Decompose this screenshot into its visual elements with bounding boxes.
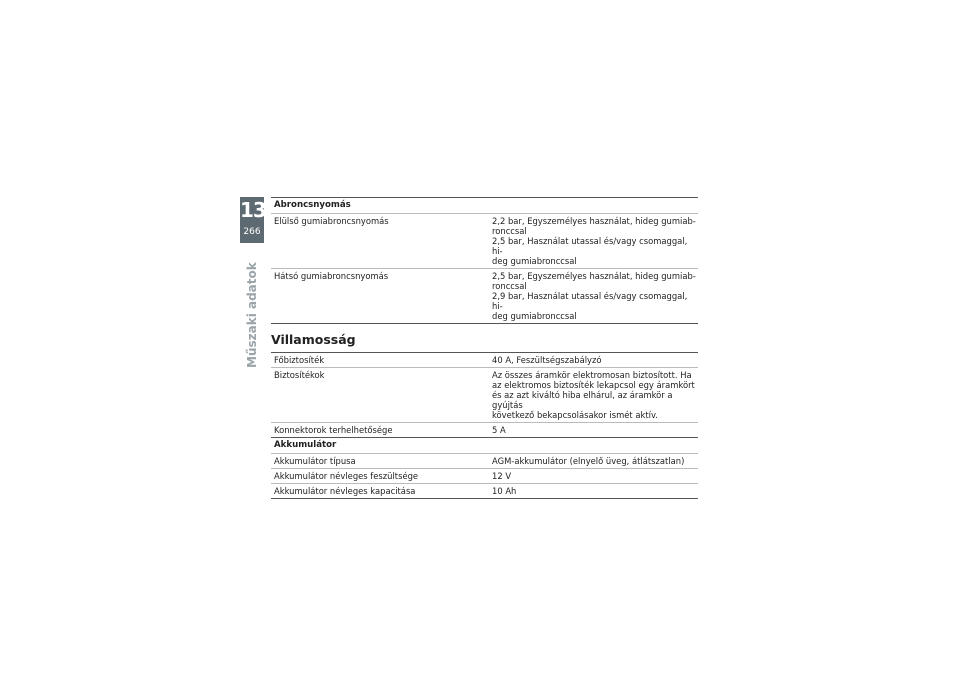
row-label: Akkumulátor névleges kapacitása (274, 486, 416, 496)
row-value (492, 484, 698, 498)
value-line: deg gumiabronccsal (492, 256, 577, 266)
row-label: Akkumulátor névleges feszültsége (274, 471, 419, 481)
value-line: 12 V (492, 471, 512, 481)
row-value (492, 454, 698, 468)
value-line: AGM-akkumulátor (elnyelő üveg, átlátszatlan) (492, 456, 685, 466)
table-row (271, 423, 698, 437)
table-row (271, 214, 698, 268)
chapter-number: 13 (240, 198, 266, 222)
table-row (271, 368, 698, 422)
value-line: következő bekapcsolásakor ismét aktív. (492, 410, 658, 420)
row-value (492, 423, 698, 437)
divider (271, 498, 698, 499)
divider (271, 323, 698, 324)
value-line: és az azt kiváltó hiba elhárul, az áramkör a gyújtás (492, 390, 673, 410)
value-line: 2,5 bar, Használat utassal és/vagy csomaggal, hi- (492, 236, 688, 256)
value-line: az elektromos biztosíték lekapcsol egy áramkört (492, 380, 695, 390)
table-row (271, 269, 698, 323)
value-line: 2,5 bar, Egyszemélyes használat, hideg gumiab- (492, 271, 696, 281)
table-row (271, 484, 698, 498)
section-title-vertical: Műszaki adatok (245, 262, 259, 368)
row-label: Konnektorok terhelhetősége (274, 425, 393, 435)
row-value (492, 214, 698, 268)
value-line: 5 A (492, 425, 506, 435)
table-row (271, 353, 698, 367)
tire-pressure-heading: Abroncsnyomás (274, 200, 351, 210)
row-label: Akkumulátor típusa (274, 456, 356, 466)
value-line: deg gumiabronccsal (492, 311, 577, 321)
value-line: 40 A, Feszültségszabályzó (492, 355, 602, 365)
value-line: 10 Ah (492, 486, 517, 496)
value-line: ronccsal (492, 281, 527, 291)
battery-heading: Akkumulátor (274, 440, 337, 450)
row-value (492, 269, 698, 323)
value-line: 2,9 bar, Használat utassal és/vagy csomaggal, hi- (492, 291, 688, 311)
row-label: Elülső gumiabroncsnyomás (274, 216, 389, 226)
value-line: Az összes áramkör elektromosan biztosított. Ha (492, 370, 692, 380)
chapter-badge (240, 197, 264, 243)
value-line: 2,2 bar, Egyszemélyes használat, hideg gumiab- (492, 216, 696, 226)
row-label: Biztosítékok (274, 370, 325, 380)
row-value (492, 368, 698, 422)
spec-content (271, 197, 698, 499)
row-value (492, 469, 698, 483)
table-row (271, 454, 698, 468)
value-line: ronccsal (492, 226, 527, 236)
electrics-title: Villamosság (271, 332, 356, 347)
table-row (271, 469, 698, 483)
row-label: Főbiztosíték (274, 355, 325, 365)
row-label: Hátsó gumiabroncsnyomás (274, 271, 389, 281)
page-number: 266 (243, 227, 261, 237)
row-value (492, 353, 698, 367)
